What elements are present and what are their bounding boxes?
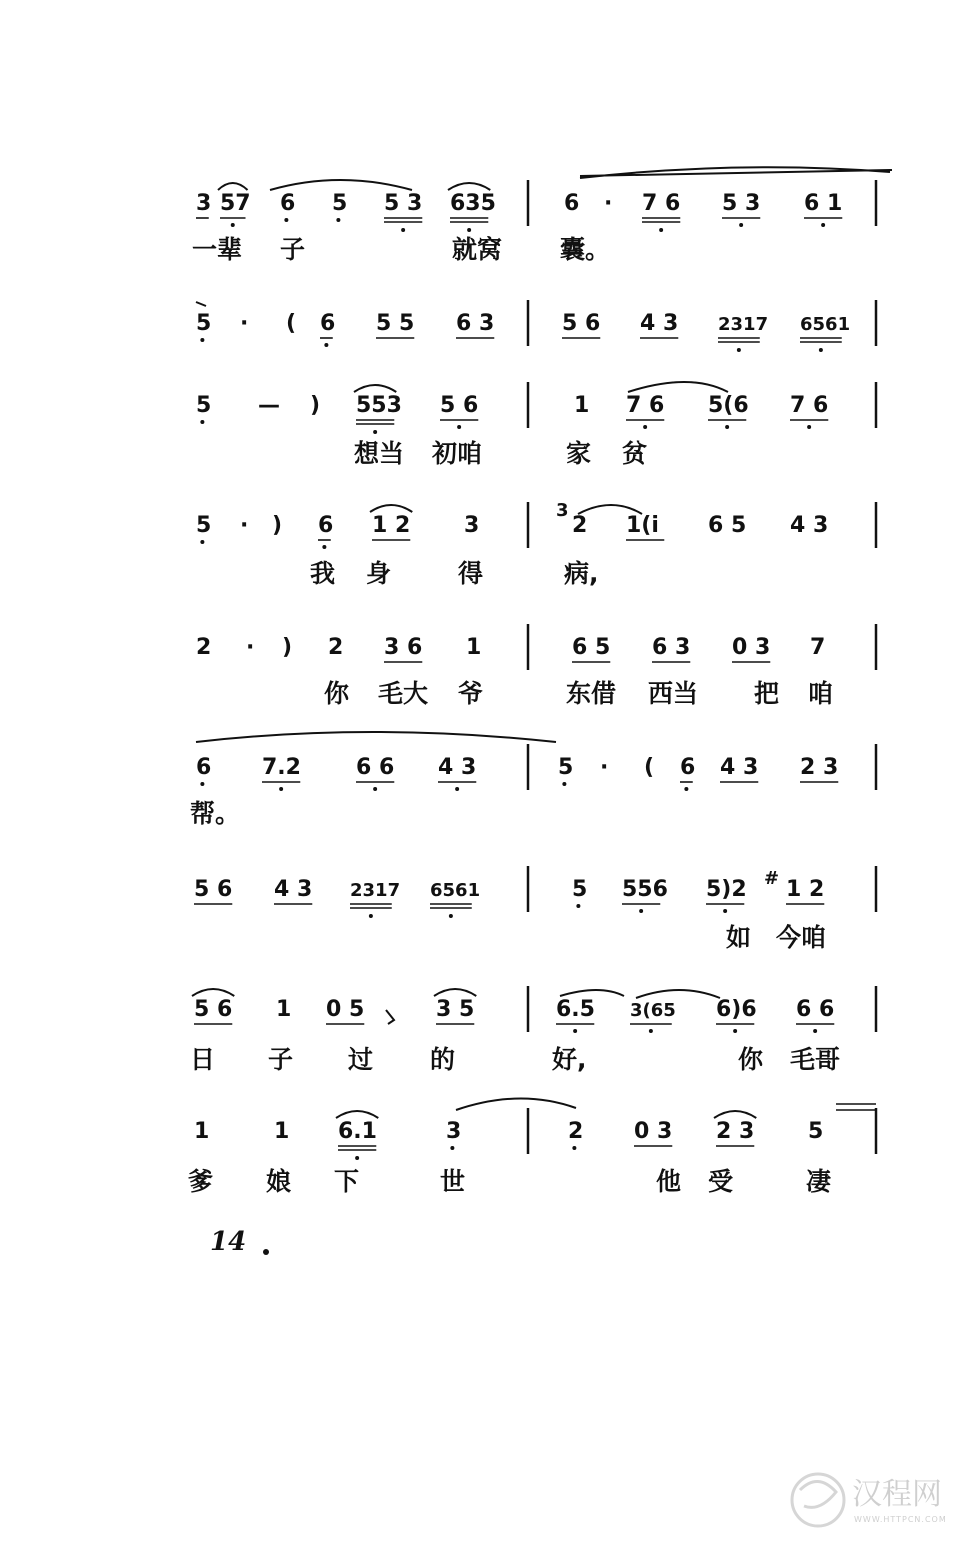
score-row: [188, 1108, 876, 1196]
note-group: 1(i: [626, 513, 659, 538]
watermark-logo: [792, 1474, 947, 1526]
slur-mark: [218, 183, 248, 190]
octave-dot: [643, 425, 647, 429]
octave-dot: [450, 1146, 454, 1150]
note-group: 57: [220, 191, 251, 216]
octave-dot: [649, 1029, 653, 1033]
note-group: 0 5: [326, 997, 365, 1022]
note-group: 5 3: [384, 191, 423, 216]
lyric-text: 囊。: [560, 235, 611, 264]
note-group: 6: [280, 191, 296, 216]
score-row: [196, 624, 876, 708]
octave-dot: [725, 425, 729, 429]
note-group: 5: [196, 311, 212, 336]
note-group: 3(65: [630, 1000, 676, 1021]
note-group: 6 3: [456, 311, 495, 336]
note-group: ): [282, 635, 293, 660]
note-group: 6 6: [356, 755, 395, 780]
lyric-text: 日: [190, 1045, 216, 1074]
octave-dot: [200, 540, 204, 544]
note-group: 1: [276, 997, 292, 1022]
lyric-text: 过: [348, 1045, 374, 1074]
octave-dot: [322, 545, 326, 549]
octave-dot: [572, 1146, 576, 1150]
lyric-text: 西当: [648, 679, 699, 708]
note-group: 6 3: [652, 635, 691, 660]
note-group: ·: [240, 513, 249, 538]
octave-dot: [737, 348, 741, 352]
note-group: 7 6: [626, 393, 665, 418]
note-group: 5: [332, 191, 348, 216]
octave-dot: [733, 1029, 737, 1033]
note-group: 7: [810, 635, 826, 660]
grace-tick: [196, 302, 206, 306]
note-group: 6 6: [796, 997, 835, 1022]
octave-dot: [819, 348, 823, 352]
phrase-slur: [196, 732, 556, 742]
octave-dot: [573, 1029, 577, 1033]
slur-mark: [448, 183, 490, 190]
octave-dot: [739, 223, 743, 227]
note-group: 6.1: [338, 1119, 377, 1144]
breath-mark: [386, 1010, 394, 1024]
note-group: 6 5: [572, 635, 611, 660]
octave-dot: [449, 914, 453, 918]
octave-dot: [279, 787, 283, 791]
lyric-text: 就窝: [452, 235, 503, 264]
note-group: 0 3: [732, 635, 771, 660]
note-group: 4 3: [640, 311, 679, 336]
lyric-text: 病,: [564, 559, 599, 588]
note-group: 6: [680, 755, 696, 780]
note-group: 3 5: [436, 997, 475, 1022]
note-group: 5: [196, 393, 212, 418]
octave-dot: [457, 425, 461, 429]
score-row: [190, 744, 876, 828]
lyric-text: 把: [754, 679, 780, 708]
note-group: 5 6: [562, 311, 601, 336]
note-group: 6 5: [708, 513, 747, 538]
note-group: 4 3: [790, 513, 829, 538]
lyric-text: 想当: [354, 439, 405, 468]
octave-dot: [284, 218, 288, 222]
note-group: 6561: [800, 314, 851, 335]
watermark-swirl: [800, 1481, 836, 1507]
octave-dot: [401, 228, 405, 232]
note-group: 6: [196, 755, 212, 780]
octave-dot: [821, 223, 825, 227]
phrase-slur: [628, 382, 728, 392]
octave-dot: [200, 420, 204, 424]
note-group: 7.2: [262, 755, 301, 780]
note-group: 4 3: [274, 877, 313, 902]
note-group: 5: [808, 1119, 824, 1144]
octave-dot: [807, 425, 811, 429]
lyric-text: 身: [366, 559, 392, 588]
octave-dot: [576, 904, 580, 908]
note-group: 556: [622, 877, 668, 902]
note-group: 5 6: [194, 877, 233, 902]
sharp-sign: #: [764, 868, 780, 889]
note-group: 1: [466, 635, 482, 660]
note-group: 2317: [350, 880, 401, 901]
note-group: 5 3: [722, 191, 761, 216]
note-group: 2: [572, 513, 588, 538]
note-group: 553: [356, 393, 402, 418]
note-group: ·: [600, 755, 609, 780]
note-group: 4 3: [720, 755, 759, 780]
tie-mark: [836, 1104, 876, 1110]
watermark-url: WWW.HTTPCN.COM: [854, 1515, 947, 1524]
score-row: [196, 382, 876, 468]
note-group: 2 3: [800, 755, 839, 780]
note-group: 5 6: [440, 393, 479, 418]
note-group: 1: [194, 1119, 210, 1144]
lyric-text: 你: [324, 679, 350, 708]
score-row: [192, 180, 876, 264]
octave-dot: [324, 343, 328, 347]
note-group: ·: [604, 191, 613, 216]
lyric-text: 子: [268, 1045, 294, 1074]
octave-dot: [455, 787, 459, 791]
lyric-text: 东借: [566, 679, 617, 708]
lyric-text: 一辈: [192, 235, 243, 264]
note-group: 3: [196, 191, 212, 216]
lyric-text: 咱: [808, 679, 834, 708]
note-group: 6: [318, 513, 334, 538]
note-group: (: [644, 755, 655, 780]
note-group: 6 1: [804, 191, 843, 216]
note-group: 2 3: [716, 1119, 755, 1144]
note-group: 2317: [718, 314, 769, 335]
slur-mark: [434, 989, 476, 996]
octave-dot: [355, 1156, 359, 1160]
note-group: 1: [574, 393, 590, 418]
note-group: 5)2: [706, 877, 747, 902]
lyric-text: 得: [458, 559, 484, 588]
note-group: 6: [564, 191, 580, 216]
lyric-text: 受: [708, 1167, 734, 1196]
octave-dot: [639, 909, 643, 913]
slur-mark: [714, 1111, 756, 1118]
lyric-text: 毛哥: [790, 1045, 841, 1074]
slur-mark: [354, 385, 396, 392]
slur-mark: [192, 989, 234, 996]
note-group: 5: [196, 513, 212, 538]
score-row: [196, 300, 876, 352]
note-group: 7 6: [642, 191, 681, 216]
octave-dot: [373, 787, 377, 791]
lyric-text: 你: [738, 1045, 764, 1074]
note-group: 5: [558, 755, 574, 780]
note-group: 6)6: [716, 997, 757, 1022]
octave-dot: [373, 430, 377, 434]
note-group: 1: [274, 1119, 290, 1144]
note-group: 1 2: [372, 513, 411, 538]
octave-dot: [231, 223, 235, 227]
lyric-text: 下: [334, 1167, 360, 1196]
score-row: [190, 986, 876, 1074]
phrase-slur: [270, 180, 412, 190]
note-group: 5 5: [376, 311, 415, 336]
note-group: 0 3: [634, 1119, 673, 1144]
note-group: 7 6: [790, 393, 829, 418]
lyric-text: 初咱: [432, 439, 483, 468]
note-group: —: [258, 393, 280, 418]
note-group: 1 2: [786, 877, 825, 902]
note-group: 5(6: [708, 393, 749, 418]
lyric-text: 我: [310, 559, 336, 588]
octave-dot: [467, 228, 471, 232]
lyric-text: 凄: [806, 1167, 832, 1196]
lyric-text: 毛大: [378, 679, 429, 708]
page-dot: [263, 1249, 269, 1255]
lyric-text: 娘: [266, 1167, 292, 1196]
note-group: ·: [240, 311, 249, 336]
note-group: 5 6: [194, 997, 233, 1022]
octave-dot: [723, 909, 727, 913]
note-group: 3: [446, 1119, 462, 1144]
page-number: 14: [210, 1227, 247, 1257]
phrase-slur: [456, 1098, 576, 1110]
note-group: (: [286, 311, 297, 336]
note-group: 3: [464, 513, 480, 538]
note-group: 6.5: [556, 997, 595, 1022]
watermark-brand: 汉程网: [852, 1477, 942, 1512]
slur-mark: [370, 505, 412, 512]
lyric-text: 他: [656, 1167, 682, 1196]
note-group: 5: [572, 877, 588, 902]
octave-dot: [659, 228, 663, 232]
lyric-text: 子: [280, 235, 306, 264]
octave-dot: [336, 218, 340, 222]
note-group: 2: [328, 635, 344, 660]
octave-dot: [684, 787, 688, 791]
lyric-text: 的: [430, 1045, 456, 1074]
octave-dot: [200, 782, 204, 786]
note-group: 3 6: [384, 635, 423, 660]
lyric-text: 今咱: [776, 923, 827, 952]
lyric-text: 帮。: [190, 799, 241, 828]
phrase-slur: [560, 990, 624, 996]
lyric-text: 世: [440, 1167, 466, 1196]
grace-note: 3: [556, 500, 569, 521]
lyric-text: 爹: [188, 1167, 214, 1196]
lyric-text: 好,: [552, 1045, 587, 1074]
note-group: 2: [568, 1119, 584, 1144]
slur-mark: [336, 1111, 378, 1118]
octave-dot: [200, 338, 204, 342]
note-group: 4 3: [438, 755, 477, 780]
octave-dot: [562, 782, 566, 786]
note-group: 635: [450, 191, 496, 216]
phrase-slur: [636, 990, 720, 998]
lyric-text: 家: [566, 439, 592, 468]
note-group: 6: [320, 311, 336, 336]
score-row: [196, 500, 876, 588]
lyric-text: 如: [726, 923, 752, 952]
note-group: ): [272, 513, 283, 538]
note-group: 2: [196, 635, 212, 660]
note-group: 6561: [430, 880, 481, 901]
lyric-text: 爷: [458, 679, 484, 708]
octave-dot: [369, 914, 373, 918]
note-group: ): [310, 393, 321, 418]
note-group: ·: [246, 635, 255, 660]
octave-dot: [813, 1029, 817, 1033]
lyric-text: 贫: [622, 439, 648, 468]
score-row: [194, 866, 876, 952]
